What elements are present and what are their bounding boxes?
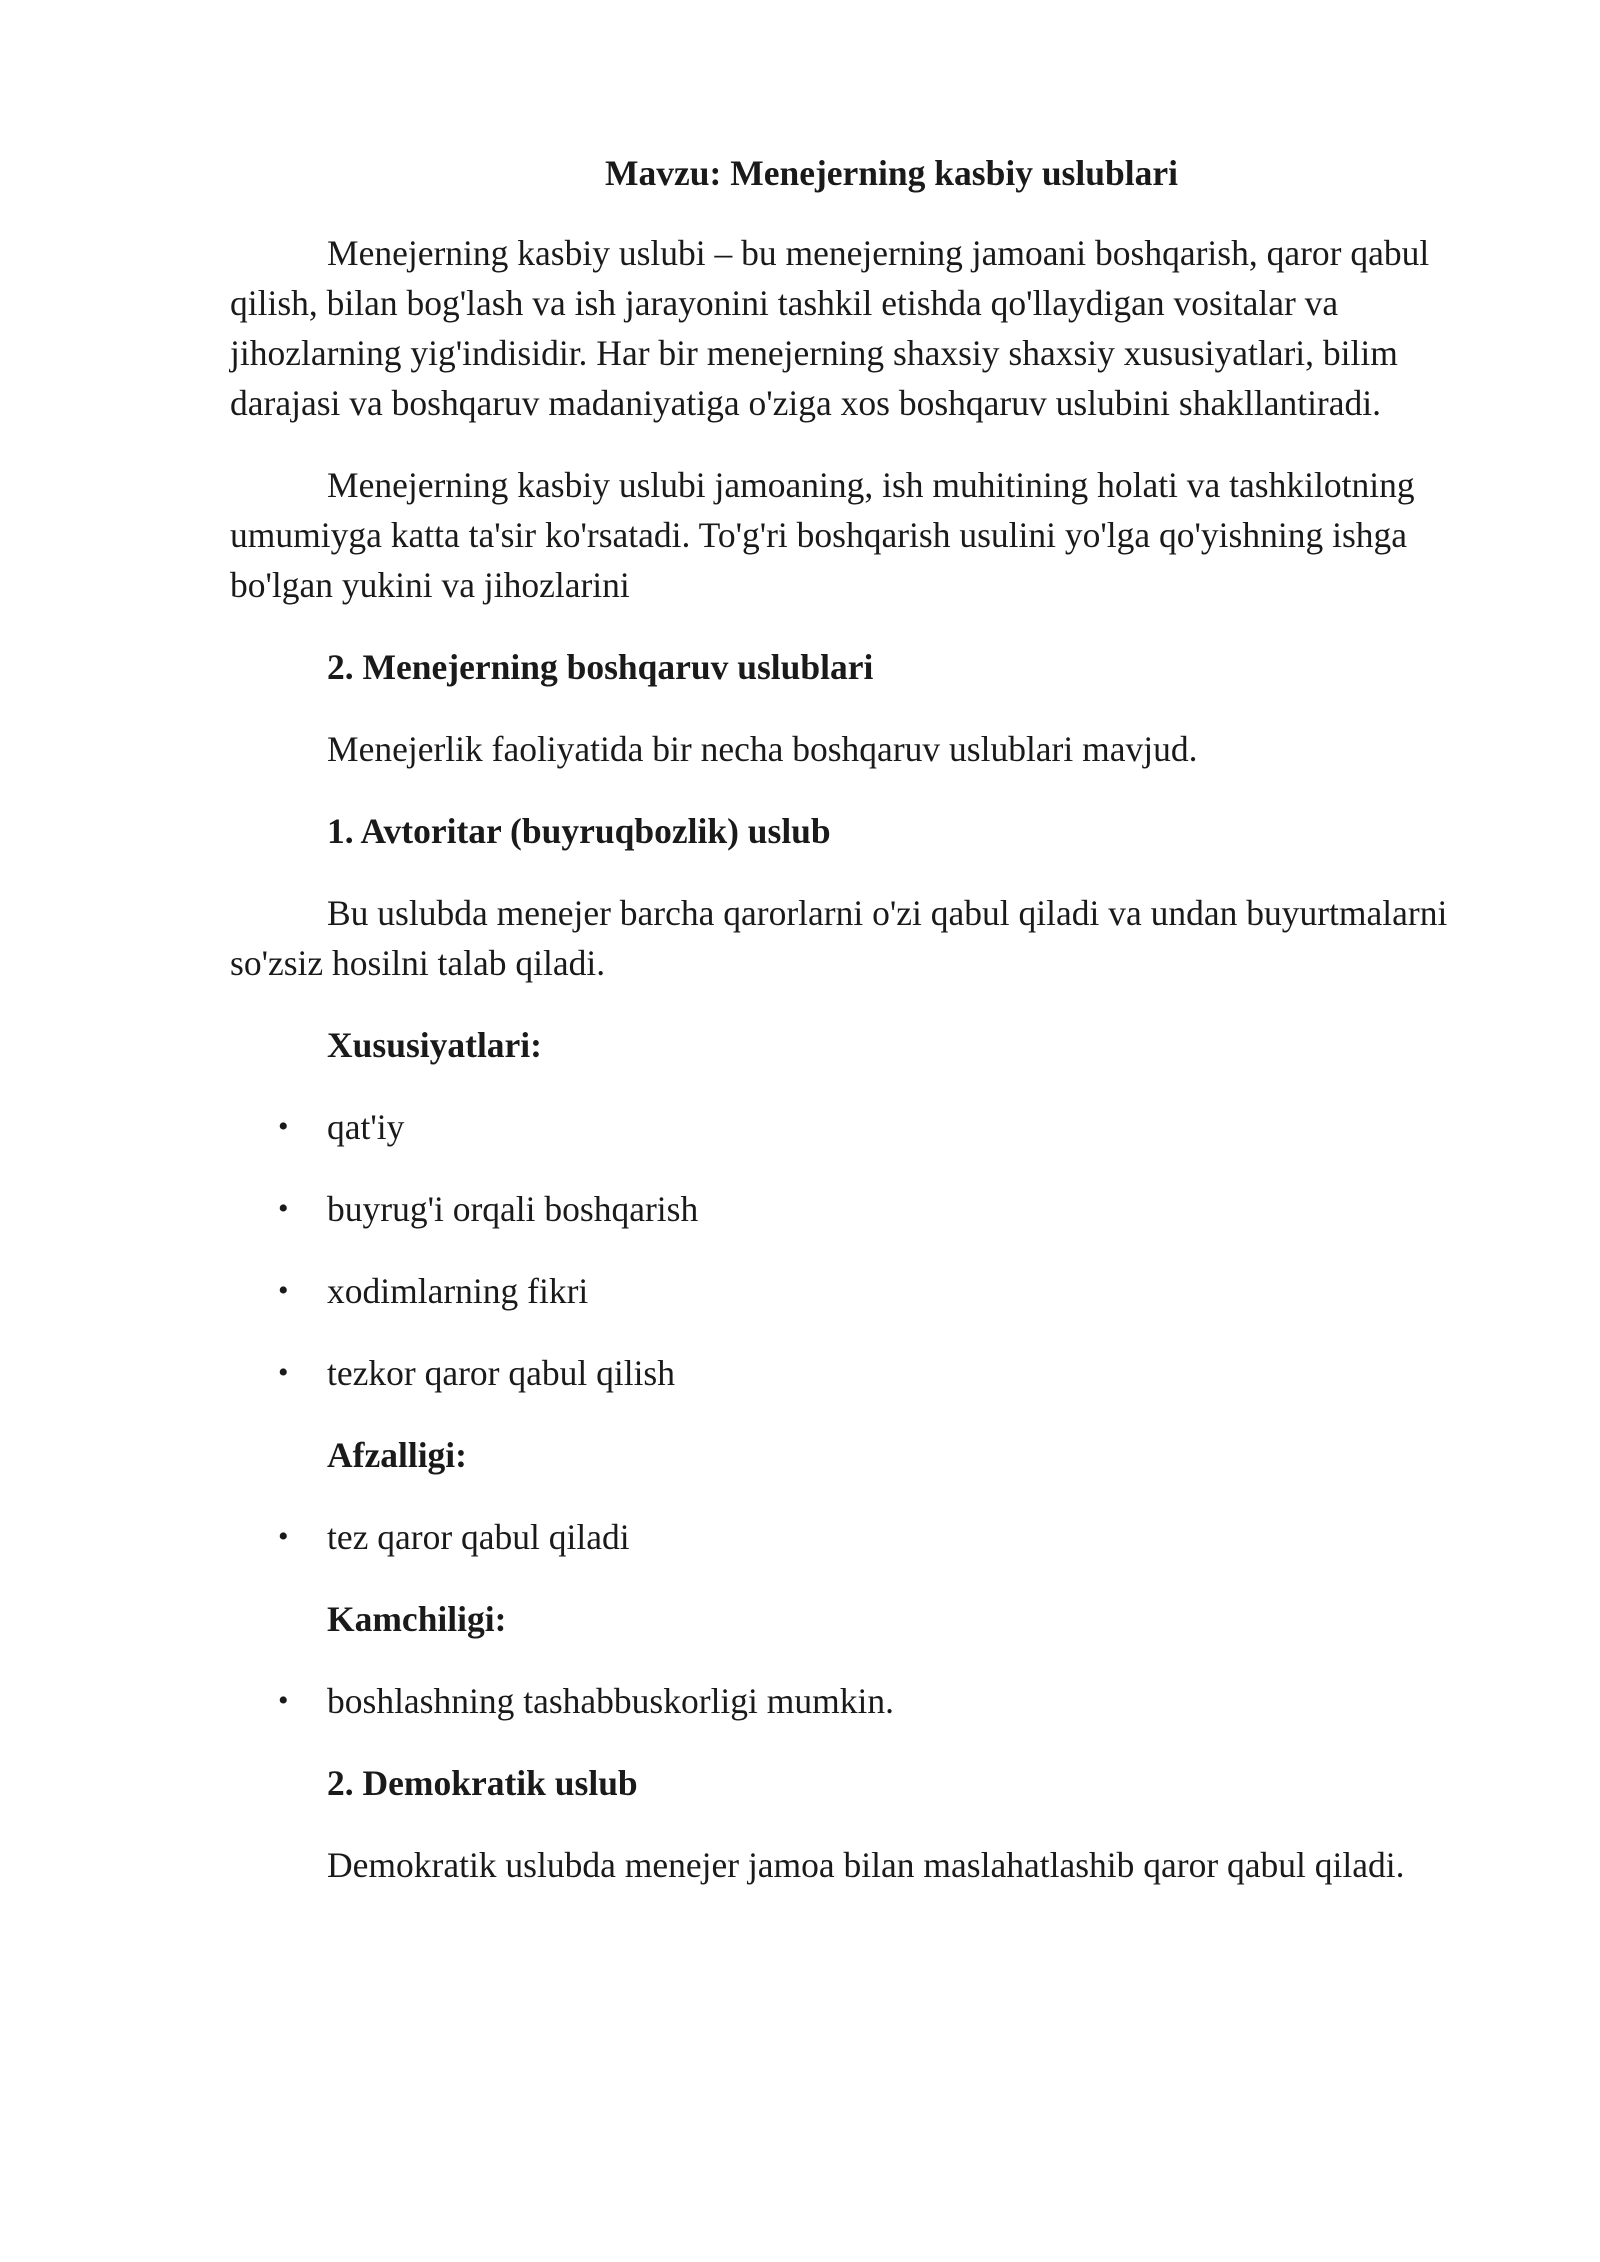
disadvantage-label: Kamchiligi:: [327, 1599, 507, 1639]
section-heading-management-styles: 2. Menejerning boshqaruv uslublari: [327, 647, 874, 687]
bullet-icon: •: [278, 1192, 289, 1225]
democratic-style-heading: 2. Demokratik uslub: [327, 1763, 638, 1803]
bullet-icon: •: [278, 1520, 289, 1553]
document-page: [230, 148, 1492, 1922]
intro-paragraph-1: Menejerning kasbiy uslubi – bu menejerning jamoani boshqarish, qaror qabul qilish, bilan bog'lash va ish jarayonini tashkil etishda qo'llaydigan vositalar va jihozlarning yig'indisidir. Har bir menejerning shaxsiy shaxsiy xususiyatlari, bilim darajasi va boshqaruv madaniyatiga o'ziga xos boshqaruv uslubini shakllantiradi.: [230, 233, 1430, 423]
advantage-label: Afzalligi:: [327, 1435, 467, 1475]
disadvantages-list: [230, 1676, 1492, 1726]
bullet-icon: •: [278, 1684, 289, 1717]
intro-paragraph-2: Menejerning kasbiy uslubi jamoaning, ish muhitining holati va tashkilotning umumiyga katta ta'sir ko'rsatadi. To'g'ri boshqarish usulini yo'lga qo'yishning ishga bo'lgan yukini va jihozlarini: [230, 465, 1415, 605]
features-label: Xususiyatlari:: [327, 1025, 542, 1065]
features-list: [230, 1102, 1492, 1398]
bullet-icon: •: [278, 1110, 289, 1143]
authoritarian-style-heading: 1. Avtoritar (buyruqbozlik) uslub: [327, 811, 831, 851]
list-item: • buyrug'i orqali boshqarish: [230, 1184, 1492, 1234]
document-title: Mavzu: Menejerning kasbiy uslublari: [605, 153, 1178, 193]
section-intro: Menejerlik faoliyatida bir necha boshqaruv uslublari mavjud.: [327, 729, 1198, 769]
democratic-style-text: Demokratik uslubda menejer jamoa bilan maslahatlashib qaror qabul qiladi.: [327, 1845, 1405, 1885]
advantages-list: [230, 1512, 1492, 1562]
list-item: • tezkor qaror qabul qilish: [230, 1348, 1492, 1398]
bullet-icon: •: [278, 1356, 289, 1389]
list-item: • xodimlarning fikri: [230, 1266, 1492, 1316]
authoritarian-style-text: Bu uslubda menejer barcha qarorlarni o'zi qabul qiladi va undan buyurtmalarni so'zsiz hosilni talab qiladi.: [230, 893, 1448, 983]
bullet-icon: •: [278, 1274, 289, 1307]
list-item: • qat'iy: [230, 1102, 1492, 1152]
list-item: • boshlashning tashabbuskorligi mumkin.: [230, 1676, 1492, 1726]
list-item: • tez qaror qabul qiladi: [230, 1512, 1492, 1562]
